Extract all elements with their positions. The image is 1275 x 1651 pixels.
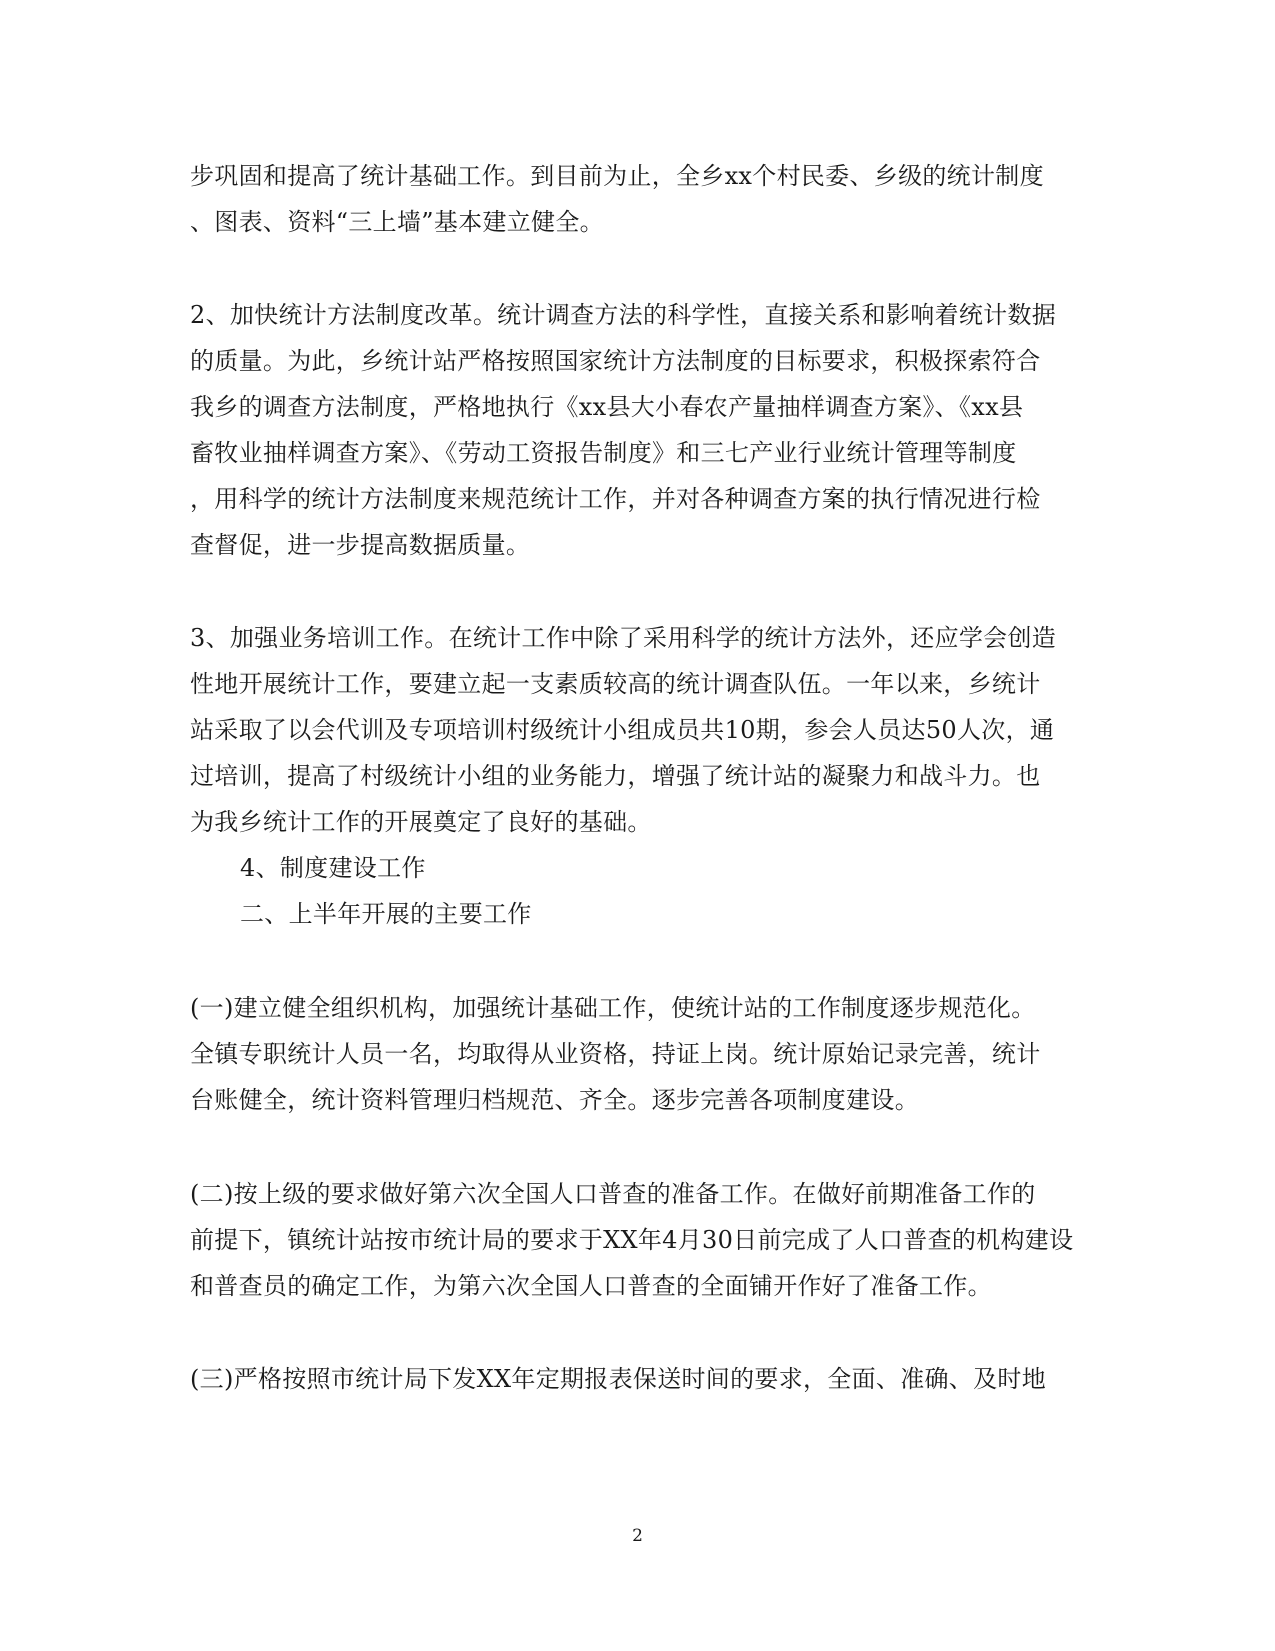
text-line: 、图表、资料“三上墙”基本建立健全。	[190, 208, 604, 236]
text-line: 和普查员的确定工作，为第六次全国人口普查的全面铺开作好了准备工作。	[190, 1272, 992, 1300]
text-line: 性地开展统计工作，要建立起一支素质较高的统计调查队伍。一年以来，乡统计	[190, 670, 1041, 698]
text-line: 步巩固和提高了统计基础工作。到目前为止，全乡xx个村民委、乡级的统计制度	[190, 162, 1044, 190]
text-line: 为我乡统计工作的开展奠定了良好的基础。	[190, 808, 652, 836]
text-line: 查督促，进一步提高数据质量。	[190, 531, 531, 559]
text-line: 2、加快统计方法制度改革。统计调查方法的科学性，直接关系和影响着统计数据	[190, 301, 1057, 329]
text-line: 过培训，提高了村级统计小组的业务能力，增强了统计站的凝聚力和战斗力。也	[190, 762, 1041, 790]
text-line: (三)严格按照市统计局下发XX年定期报表保送时间的要求，全面、准确、及时地	[190, 1365, 1046, 1393]
text-line: 的质量。为此，乡统计站严格按照国家统计方法制度的目标要求，积极探索符合	[190, 347, 1041, 375]
text-line: 畜牧业抽样调查方案》、《劳动工资报告制度》和三七产业行业统计管理等制度	[190, 439, 1017, 467]
page-number: 2	[632, 1526, 643, 1546]
text-line: 站采取了以会代训及专项培训村级统计小组成员共10期，参会人员达50人次，通	[190, 716, 1055, 744]
text-line: ，用科学的统计方法制度来规范统计工作，并对各种调查方案的执行情况进行检	[190, 485, 1041, 513]
text-line: 我乡的调查方法制度，严格地执行《xx县大小春农产量抽样调查方案》、《xx县	[190, 393, 1024, 421]
section-heading: 4、制度建设工作	[240, 854, 426, 882]
text-line: 前提下，镇统计站按市统计局的要求于XX年4月30日前完成了人口普查的机构建设	[190, 1226, 1074, 1254]
text-line: 全镇专职统计人员一名，均取得从业资格，持证上岗。统计原始记录完善，统计	[190, 1040, 1041, 1068]
text-line: 台账健全，统计资料管理归档规范、齐全。逐步完善各项制度建设。	[190, 1086, 919, 1114]
text-line: (一)建立健全组织机构，加强统计基础工作，使统计站的工作制度逐步规范化。	[190, 994, 1036, 1022]
text-line: (二)按上级的要求做好第六次全国人口普查的准备工作。在做好前期准备工作的	[190, 1180, 1036, 1208]
section-heading: 二、上半年开展的主要工作	[240, 900, 532, 928]
text-line: 3、加强业务培训工作。在统计工作中除了采用科学的统计方法外，还应学会创造	[190, 624, 1057, 652]
